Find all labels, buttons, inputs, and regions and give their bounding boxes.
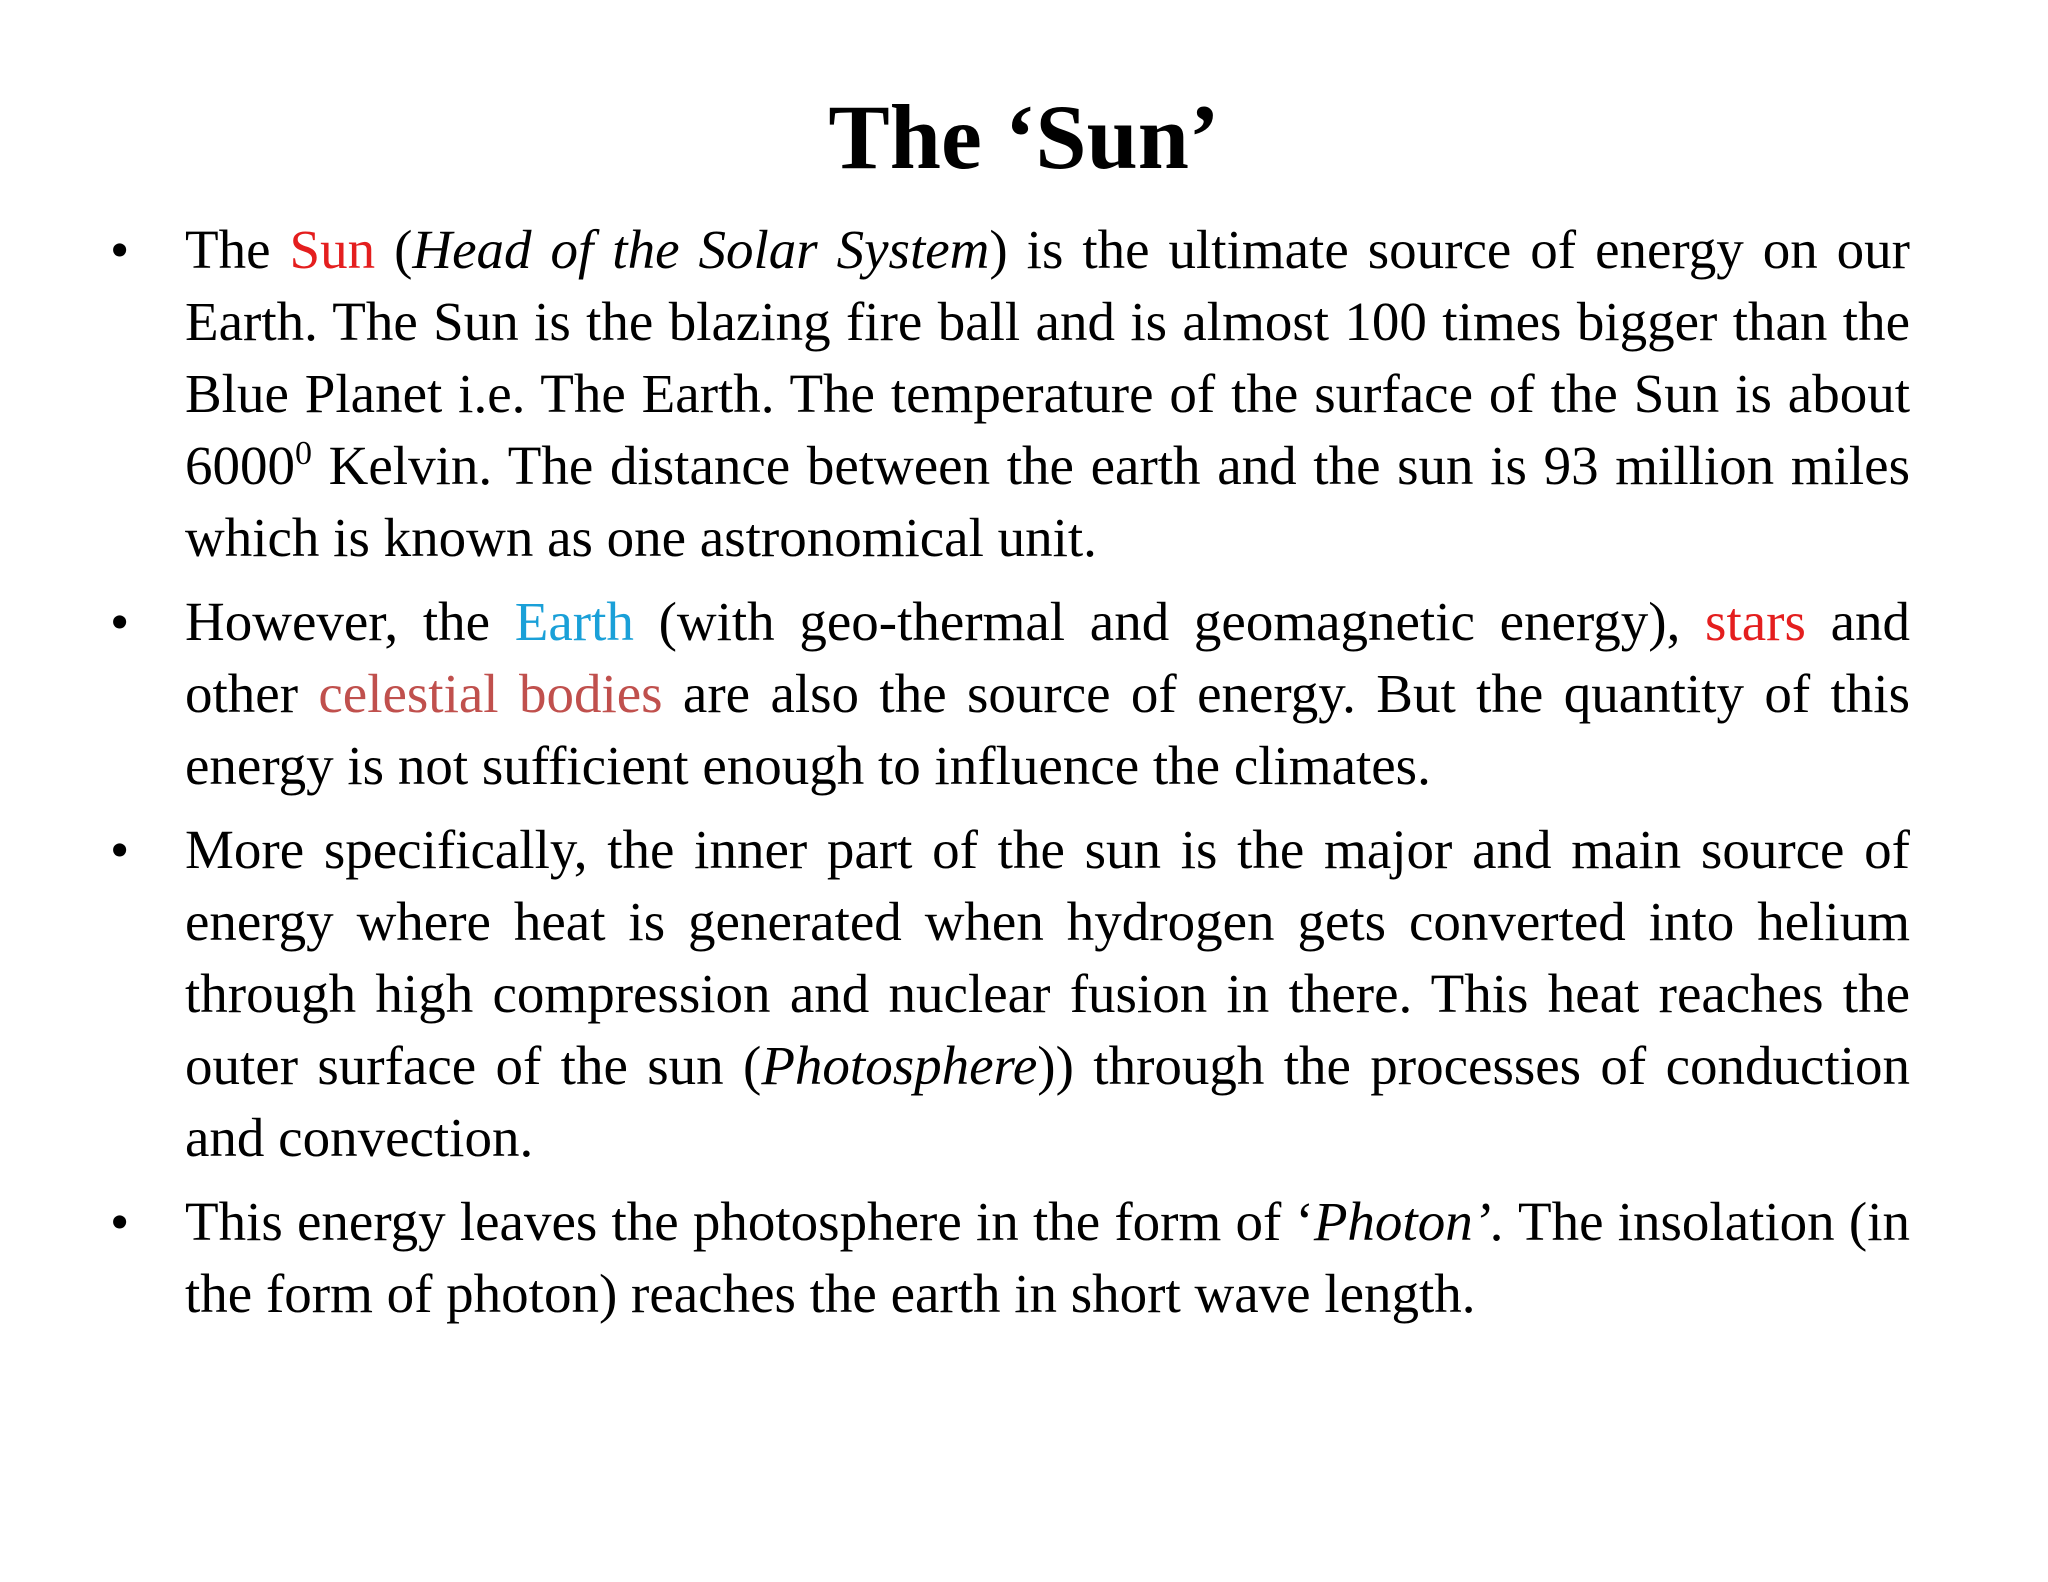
highlight-photon: Photon’.: [1313, 1191, 1505, 1252]
bullet-item-inner-sun: [110, 814, 1910, 1174]
degree-superscript: 0: [295, 435, 312, 472]
bullet-3-text-b: )) through the processes of conduction and convection.: [185, 1035, 1910, 1168]
bullet-item-sun: [110, 214, 1910, 574]
highlight-celestial-bodies: celestial bodies: [318, 663, 663, 724]
bullet-dot-icon: •: [110, 219, 130, 280]
bullet-item-other-sources: [110, 586, 1910, 802]
highlight-earth: Earth: [514, 591, 634, 652]
highlight-photosphere: Photosphere: [761, 1035, 1038, 1096]
bullet-4-text-b: The insolation (in the form of photon) reaches the earth in short wave length.: [185, 1191, 1910, 1324]
bullet-2-text-b: (with geo-thermal and geomagnetic energy),: [633, 591, 1706, 652]
bullet-1-text-d: Kelvin. The distance between the earth and the sun is 93 million miles which is known as one astronomical unit.: [185, 435, 1910, 568]
bullet-1-text-c: ) is the ultimate source of energy on our Earth. The Sun is the blazing fire ball and is almost 100 times bigger than the Blue Planet i.e. The Earth. The temperature of the surface of the Sun is about 6000: [185, 219, 1910, 496]
bullet-3-text-a: More specifically, the inner part of the sun is the major and main source of energy where heat is generated when hydrogen gets converted into helium through high compression and nuclear fusion in there. This heat reaches the outer surface of the sun (: [185, 819, 1910, 1096]
bullet-item-photon: [110, 1186, 1910, 1330]
bullet-list: [110, 214, 1910, 1342]
bullet-dot-icon: •: [110, 1191, 130, 1252]
bullet-2-text-a: However, the: [185, 591, 515, 652]
highlight-head-of-solar-system: Head of the Solar System: [412, 219, 990, 280]
bullet-1-text-a: The: [185, 219, 290, 280]
highlight-stars: stars: [1705, 591, 1806, 652]
bullet-dot-icon: •: [110, 819, 130, 880]
highlight-sun: Sun: [289, 219, 376, 280]
bullet-2-text-d: are also the source of energy. But the quantity of this energy is not sufficient enough to influence the climates.: [185, 663, 1910, 796]
bullet-1-text-b: (: [375, 219, 413, 280]
bullet-dot-icon: •: [110, 591, 130, 652]
slide-title: The ‘Sun’: [828, 86, 1220, 188]
bullet-2-text-c: and other: [185, 591, 1910, 724]
bullet-4-text-a: This energy leaves the photosphere in the form of ‘: [185, 1191, 1314, 1252]
